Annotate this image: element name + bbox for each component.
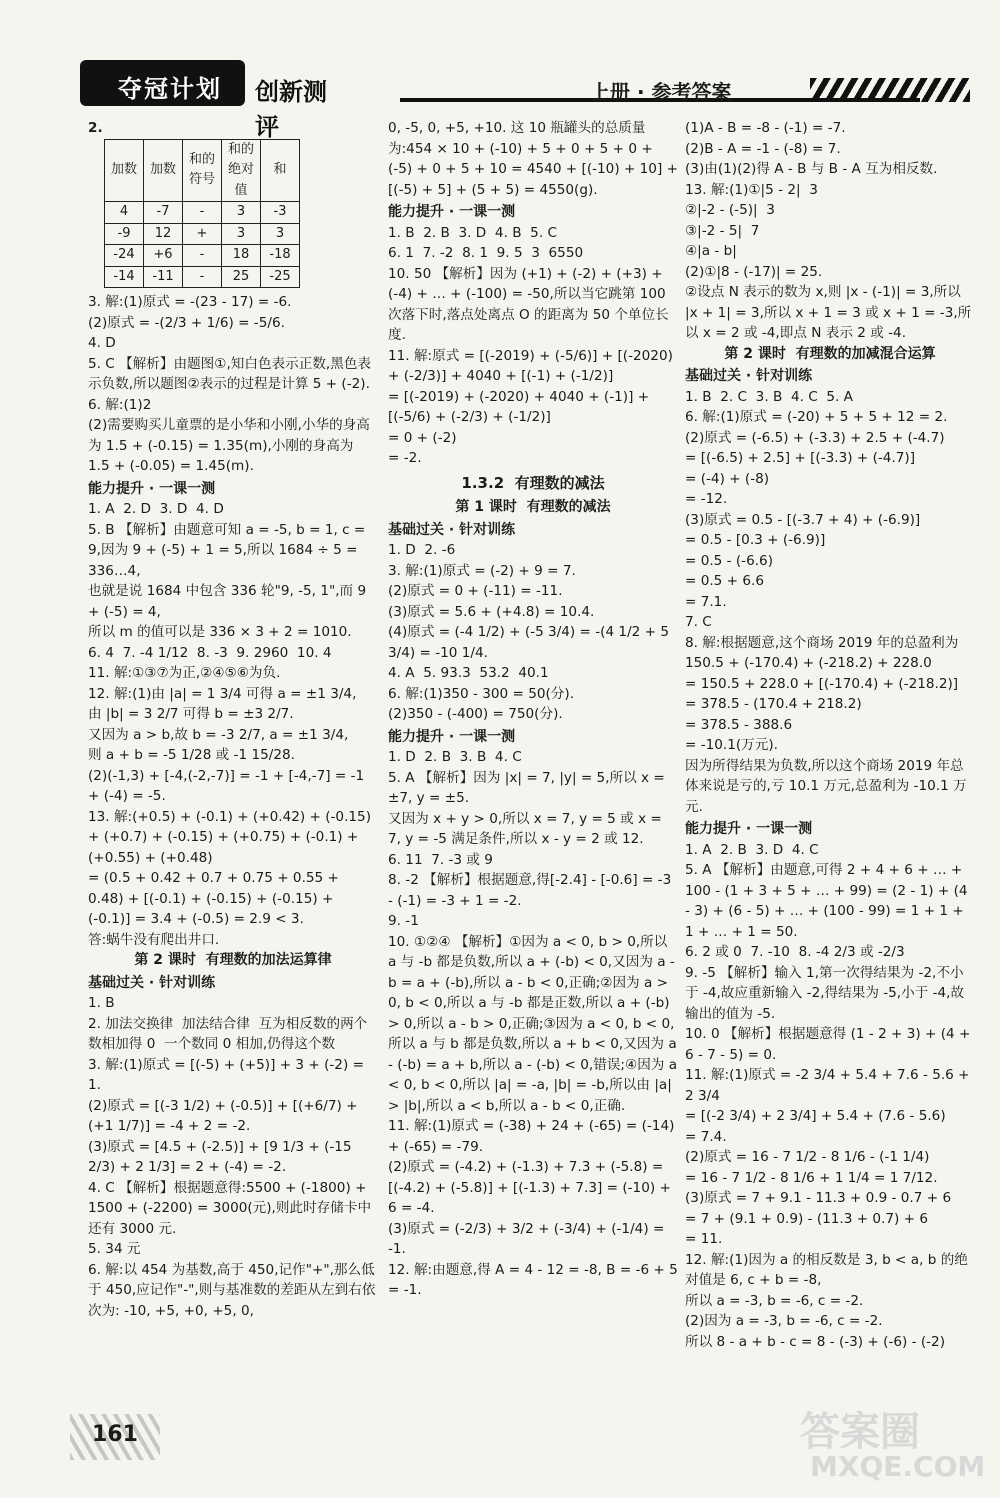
table-cell: -7 bbox=[144, 202, 183, 224]
answer-line: 也就是说 1684 中包含 336 轮"9, -5, 1",而 9 + (-5) = 4, bbox=[88, 583, 371, 620]
table-cell: +6 bbox=[144, 245, 183, 267]
answer-line: 因为所得结果为负数,所以这个商场 2019 年总体来说是亏的,亏 10.1 万元,总盈利为 -10.1 万元. bbox=[685, 757, 967, 815]
answer-line: 答:蜗牛没有爬出井口. bbox=[88, 931, 220, 948]
header-decoration bbox=[810, 78, 970, 102]
answer-line: 第 1 课时 有理数的减法 bbox=[455, 499, 611, 515]
answer-line: = [(-2019) + (-2020) + 4040 + (-1)] + [(-5/6) + (-2/3) + (-1/2)] bbox=[388, 388, 654, 425]
column-2 bbox=[388, 118, 683, 1301]
answer-line: 11. 解:原式 = [(-2019) + (-5/6)] + [(-2020) + (-2/3)] + 4040 + [(-1) + (-1/2)] bbox=[388, 347, 678, 384]
answer-line: = 0 + (-2) bbox=[388, 429, 457, 446]
answer-line: (3)原式 = 0.5 - [(-3.7 + 4) + (-6.9)] bbox=[685, 511, 921, 528]
answer-line: 10. 0 【解析】根据题意得 (1 - 2 + 3) + (4 + 6 - 7 - 5) = 0. bbox=[685, 1026, 975, 1063]
answer-line: (2)原式 = (-4.2) + (-1.3) + 7.3 + (-5.8) = [(-4.2) + (-5.8)] + [(-1.3) + 7.3] = (-10) + 6 = -4. bbox=[388, 1159, 676, 1216]
answer-line: 13. 解:(+0.5) + (-0.1) + (+0.42) + (-0.15) + (+0.7) + (-0.15) + (+0.75) + (-0.1) + (+0.55) + (+0.48) bbox=[88, 808, 376, 866]
answer-line: = -12. bbox=[685, 491, 728, 507]
answer-line: (2)原式 = (-6.5) + (-3.3) + 2.5 + (-4.7) bbox=[685, 429, 945, 446]
answer-line: = [(-6.5) + 2.5] + [(-3.3) + (-4.7)] bbox=[685, 450, 916, 466]
table-cell: -3 bbox=[261, 202, 300, 224]
answer-line: 11. 解:(1)原式 = -2 3/4 + 5.4 + 7.6 - 5.6 + 2 3/4 bbox=[685, 1067, 974, 1104]
answer-line: 所以 m 的值可以是 336 × 3 + 2 = 1010. bbox=[88, 624, 352, 640]
answer-line: ②|-2 - (-5)| 3 bbox=[685, 202, 775, 218]
answer-line: 5. 34 元 bbox=[88, 1241, 141, 1257]
answer-line: (2)(-1,3) + [-4,(-2,-7)] = -1 + [-4,-7] = -1 + (-4) = -5. bbox=[88, 767, 369, 804]
answer-line: 6. 解:(1)350 - 300 = 50(分). bbox=[388, 685, 575, 702]
answer-line: 基础过关 · 针对训练 bbox=[88, 974, 216, 991]
answer-line: = 378.5 - 388.6 bbox=[685, 716, 793, 733]
table-cell: -25 bbox=[261, 266, 300, 288]
answer-line: 12. 解:(1)由 |a| = 1 3/4 可得 a = ±1 3/4, bbox=[88, 685, 357, 702]
answer-line: 5. C 【解析】由题图①,知白色表示正数,黑色表示负数,所以题图②表示的过程是计算 5 + (-2). bbox=[88, 355, 372, 392]
answer-line: 12. 解:(1)因为 a 的相反数是 3, b < a, b 的绝对值是 6, c + b = -8, bbox=[685, 1251, 968, 1288]
answer-line: 6. 4 7. -4 1/12 8. -3 9. 2960 10. 4 bbox=[88, 644, 332, 661]
logo-badge bbox=[80, 60, 245, 106]
header-section-title: 上册 · 参考答案 bbox=[590, 80, 732, 104]
answer-line: 又因为 a > b,故 b = -3 2/7, a = ±1 3/4, bbox=[88, 726, 349, 743]
answer-line: 又因为 x + y > 0,所以 x = 7, y = 5 或 x = 7, y = -5 满足条件,所以 x - y = 2 或 12. bbox=[388, 810, 667, 847]
answer-line: 1. A 2. B 3. D 4. C bbox=[685, 841, 819, 858]
answer-line: = -10.1(万元). bbox=[685, 737, 778, 753]
table-cell: -24 bbox=[105, 245, 144, 267]
table-cell: 3 bbox=[222, 202, 261, 224]
table-row bbox=[105, 245, 300, 267]
answer-line: (2)原式 = -(2/3 + 1/6) = -5/6. bbox=[88, 314, 285, 331]
table-cell: 12 bbox=[144, 223, 183, 245]
answer-line: 10. 50 【解析】因为 (+1) + (-2) + (+3) + (-4) + … + (-100) = -50,所以当它跳第 100 次落下时,落点处离点 O 的距离为 50 个单位长度. bbox=[388, 265, 670, 343]
answer-line: = 7.4. bbox=[685, 1128, 727, 1145]
table-cell: 3 bbox=[222, 223, 261, 245]
table-cell: -14 bbox=[105, 266, 144, 288]
answer-line: 6. 11 7. -3 或 9 bbox=[388, 851, 493, 868]
answer-line: 5. A 【解析】因为 |x| = 7, |y| = 5,所以 x = ±7, y = ±5. bbox=[388, 769, 670, 806]
answer-line: 12. 解:由题意,得 A = 4 - 12 = -8, B = -6 + 5 = -1. bbox=[388, 1261, 683, 1298]
answer-line: (2)原式 = [(-3 1/2) + (-0.5)] + [(+6/7) + (+1 1/7)] = -4 + 2 = -2. bbox=[88, 1097, 362, 1134]
table-cell: 3 bbox=[261, 223, 300, 245]
answer-line: 11. 解:(1)原式 = (-38) + 24 + (-65) = (-14) + (-65) = -79. bbox=[388, 1118, 679, 1155]
table-row bbox=[105, 202, 300, 224]
q2-label: 2. bbox=[88, 120, 103, 136]
answer-line: 8. 解:根据题意,这个商场 2019 年的总盈利为 bbox=[685, 634, 959, 651]
answer-line: 4. C 【解析】根据题意得:5500 + (-1800) + 1500 + (-2200) = 3000(元),则此时存储卡中还有 3000 元. bbox=[88, 1179, 372, 1237]
watermark-url: MXQE.COM bbox=[810, 1450, 986, 1483]
answer-line: ②设点 N 表示的数为 x,则 |x - (-1)| = 3,所以 |x + 1| = 3,所以 x + 1 = 3 或 x + 1 = -3,所以 x = 2 或 -4,即点 N 表示 2 或 -4. bbox=[685, 284, 972, 341]
answer-line: 能力提升 · 一课一测 bbox=[388, 204, 516, 220]
answer-line: (3)由(1)(2)得 A - B 与 B - A 互为相反数. bbox=[685, 161, 938, 177]
answer-line: 13. 解:(1)①|5 - 2| 3 bbox=[685, 181, 818, 198]
answer-line: = 0.5 - (-6.6) bbox=[685, 552, 774, 569]
answer-line: 9. -1 bbox=[388, 913, 419, 929]
answer-line: = 7 + (9.1 + 0.9) - (11.3 + 0.7) + 6 bbox=[685, 1210, 929, 1227]
table-cell: - bbox=[183, 202, 222, 224]
table-cell: - bbox=[183, 245, 222, 267]
answer-line: 1. B bbox=[88, 995, 115, 1011]
table-header-cell: 和的绝对值 bbox=[222, 139, 261, 202]
answer-line: 所以 8 - a + b - c = 8 - (-3) + (-6) - (-2) bbox=[685, 1333, 946, 1350]
answer-line: 9. -5 【解析】输入 1,第一次得结果为 -2,不小于 -4,故应重新输入 -2,得结果为 -5,小于 -4,故输出的值为 -5. bbox=[685, 964, 965, 1022]
answer-line: (3)原式 = [4.5 + (-2.5)] + [9 1/3 + (-15 2/3) + 2 1/3] = 2 + (-4) = -2. bbox=[88, 1138, 356, 1175]
table-header-row bbox=[105, 139, 300, 202]
answer-line: ③|-2 - 5| 7 bbox=[685, 222, 760, 239]
answer-line: 2. 加法交换律 加法结合律 互为相反数的两个数相加得 0 一个数同 0 相加,仍得这个数 bbox=[88, 1015, 368, 1052]
column-3 bbox=[685, 118, 975, 1352]
answer-line: 3. 解:(1)原式 = [(-5) + (+5)] + 3 + (-2) = 1. bbox=[88, 1056, 369, 1093]
answer-line: (3)原式 = 5.6 + (+4.8) = 10.4. bbox=[388, 603, 595, 620]
answer-line: (3)原式 = (-2/3) + 3/2 + (-3/4) + (-1/4) = -1. bbox=[388, 1220, 669, 1257]
answer-line: 6. 解:以 454 为基数,高于 450,记作"+",那么低于 450,应记作"-",则与基准数的差距从左到右依次为: -10, +5, +0, +5, 0, bbox=[88, 1261, 376, 1319]
watermark-text: 答案圈 bbox=[800, 1409, 920, 1455]
answer-line: = -2. bbox=[388, 450, 422, 466]
answer-line: (2)350 - (-400) = 750(分). bbox=[388, 706, 563, 722]
table-cell: -11 bbox=[144, 266, 183, 288]
answer-line: = 0.5 - [0.3 + (-6.9)] bbox=[685, 532, 826, 548]
logo-text: 夺冠计划 bbox=[118, 75, 222, 103]
answer-line: 8. -2 【解析】根据题意,得[-2.4] - [-0.6] = -3 - (-1) = -3 + 1 = -2. bbox=[388, 872, 676, 909]
answer-line: 所以 a = -3, b = -6, c = -2. bbox=[685, 1292, 864, 1309]
answer-line: 1.3.2 有理数的减法 bbox=[461, 473, 605, 492]
answer-line: ④|a - b| bbox=[685, 243, 737, 259]
answer-line: = 0.5 + 6.6 bbox=[685, 573, 764, 589]
answer-line: = (-4) + (-8) bbox=[685, 470, 770, 487]
answer-line: 1. B 2. B 3. D 4. B 5. C bbox=[388, 224, 557, 241]
answer-line: (4)原式 = (-4 1/2) + (-5 3/4) = -(4 1/2 + 5 3/4) = -10 1/4. bbox=[388, 624, 674, 661]
table-cell: 25 bbox=[222, 266, 261, 288]
table-cell: -18 bbox=[261, 245, 300, 267]
table-row bbox=[105, 266, 300, 288]
answer-line: 1. A 2. D 3. D 4. D bbox=[88, 501, 224, 517]
answer-line: 11. 解:①③⑦为正,②④⑤⑥为负. bbox=[88, 665, 281, 681]
answer-line: 第 2 课时 有理数的加减混合运算 bbox=[724, 345, 936, 362]
answer-line: (2)原式 = 16 - 7 1/2 - 8 1/6 - (-1 1/4) bbox=[685, 1149, 930, 1165]
answer-line: 由 |b| = 3 2/7 可得 b = ±3 2/7. bbox=[88, 706, 294, 722]
answer-line: 6. 2 或 0 7. -10 8. -4 2/3 或 -2/3 bbox=[685, 944, 905, 960]
answer-line: (2)B - A = -1 - (-8) = 7. bbox=[685, 140, 841, 157]
answer-line: = 11. bbox=[685, 1231, 723, 1247]
answer-line: 7. C bbox=[685, 614, 712, 630]
table-cell: + bbox=[183, 223, 222, 245]
table-header-cell: 加数 bbox=[105, 139, 144, 202]
answer-line: 10. ①②④ 【解析】①因为 a < 0, b > 0,所以 a 与 -b 都是负数,所以 a + (-b) < 0,又因为 a - b = a + (-b),所以 a - b < 0,正确;②因为 a > 0, b < 0,所以 a 与 -b 都是正数,所以 a + (-b) > 0,所以 a - b > 0,正确;③因为 a < 0, b < 0,所以 a 与 b 都是负数,所以 a + b < 0,又因为 a - (-b) = a + b,所以 a - (-b) < 0,错误;④因为 a < 0, b < 0,所以 |a| = -a, |b| = -b,所以由 |a| > |b|,所以 a < b,所以 a - b < 0,正确. bbox=[388, 933, 682, 1114]
column-3-body bbox=[685, 118, 975, 1352]
answer-line: = 378.5 - (170.4 + 218.2) bbox=[685, 696, 862, 712]
answer-line: 3. 解:(1)原式 = -(23 - 17) = -6. bbox=[88, 294, 292, 310]
answer-line: = 16 - 7 1/2 - 8 1/6 + 1 1/4 = 1 7/12. bbox=[685, 1169, 938, 1186]
table-cell: -9 bbox=[105, 223, 144, 245]
answer-line: 4. D bbox=[88, 335, 116, 351]
answer-line: 能力提升 · 一课一测 bbox=[388, 728, 516, 745]
answer-line: 4. A 5. 93.3 53.2 40.1 bbox=[388, 665, 549, 681]
answer-line: 150.5 + (-170.4) + (-218.2) + 228.0 bbox=[685, 655, 932, 671]
answer-line: 6. 1 7. -2 8. 1 9. 5 3 6550 bbox=[388, 245, 584, 261]
answer-line: (2)需要购买儿童票的是小华和小刚,小华的身高为 1.5 + (-0.15) = 1.35(m),小刚的身高为 1.5 + (-0.05) = 1.45(m). bbox=[88, 417, 370, 474]
answer-line: 则 a + b = -5 1/28 或 -1 15/28. bbox=[88, 747, 295, 763]
answer-line: 基础过关 · 针对训练 bbox=[388, 521, 516, 538]
answer-line: 能力提升 · 一课一测 bbox=[685, 821, 813, 837]
table-row bbox=[105, 223, 300, 245]
answer-line: = (0.5 + 0.42 + 0.7 + 0.75 + 0.55 + 0.48) + [(-0.1) + (-0.15) + (-0.15) + (-0.1)] = 3.4 + (-0.5) = 2.9 < 3. bbox=[88, 870, 344, 927]
table-cell: 4 bbox=[105, 202, 144, 224]
table-cell: - bbox=[183, 266, 222, 288]
answer-line: 5. A 【解析】由题意,可得 2 + 4 + 6 + … + 100 - (1 + 3 + 5 + … + 99) = (2 - 1) + (4 - 3) + (6 - 5) + … + (100 - 99) = 1 + 1 + 1 + … + 1 = 50. bbox=[685, 862, 972, 940]
answer-line: 1. D 2. B 3. B 4. C bbox=[388, 749, 522, 765]
table-header-cell: 和的符号 bbox=[183, 139, 222, 202]
answer-line: (1)A - B = -8 - (-1) = -7. bbox=[685, 120, 846, 136]
answer-line: (2)因为 a = -3, b = -6, c = -2. bbox=[685, 1313, 883, 1329]
answer-line: (3)原式 = 7 + 9.1 - 11.3 + 0.9 - 0.7 + 6 bbox=[685, 1190, 952, 1206]
answer-line: = [(-2 3/4) + 2 3/4] + 5.4 + (7.6 - 5.6) bbox=[685, 1108, 946, 1124]
answer-line: 3. 解:(1)原式 = (-2) + 9 = 7. bbox=[388, 562, 576, 579]
answer-line: 能力提升 · 一课一测 bbox=[88, 480, 216, 497]
answer-line: 第 2 课时 有理数的加法运算律 bbox=[134, 952, 332, 968]
series-name: 创新测评 bbox=[255, 78, 327, 141]
answer-line: = 7.1. bbox=[685, 593, 727, 610]
answer-line: 1. D 2. -6 bbox=[388, 542, 456, 558]
column-1 bbox=[88, 118, 378, 1321]
page-number: 161 bbox=[92, 1422, 138, 1447]
answer-line: 0, -5, 0, +5, +10. 这 10 瓶罐头的总质量为:454 × 10 + (-10) + 5 + 0 + 5 + 0 + (-5) + 0 + 5 + 10 = 4540 + [(-10) + 10] + [(-5) + 5] + (5 + 5) = 4550(g). bbox=[388, 120, 683, 198]
sign-table bbox=[104, 139, 300, 289]
brand-logo bbox=[80, 60, 330, 141]
answer-line: 5. B 【解析】由题意可知 a = -5, b = 1, c = 9,因为 9 + (-5) + 1 = 5,所以 1684 ÷ 5 = 336…4, bbox=[88, 521, 370, 579]
column-1-body bbox=[88, 292, 378, 1321]
column-2-body bbox=[388, 118, 683, 1301]
answer-line: 6. 解:(1)原式 = (-20) + 5 + 5 + 12 = 2. bbox=[685, 409, 948, 425]
answer-line: 1. B 2. C 3. B 4. C 5. A bbox=[685, 388, 853, 405]
answer-line: (2)原式 = 0 + (-11) = -11. bbox=[388, 583, 563, 599]
answer-line: (2)①|8 - (-17)| = 25. bbox=[685, 263, 823, 280]
answer-line: 基础过关 · 针对训练 bbox=[685, 368, 813, 384]
table-header-cell: 和 bbox=[261, 139, 300, 202]
table-header-cell: 加数 bbox=[144, 139, 183, 202]
answer-line: = 150.5 + 228.0 + [(-170.4) + (-218.2)] bbox=[685, 675, 959, 692]
answer-line: 6. 解:(1)2 bbox=[88, 396, 152, 413]
table-cell: 18 bbox=[222, 245, 261, 267]
